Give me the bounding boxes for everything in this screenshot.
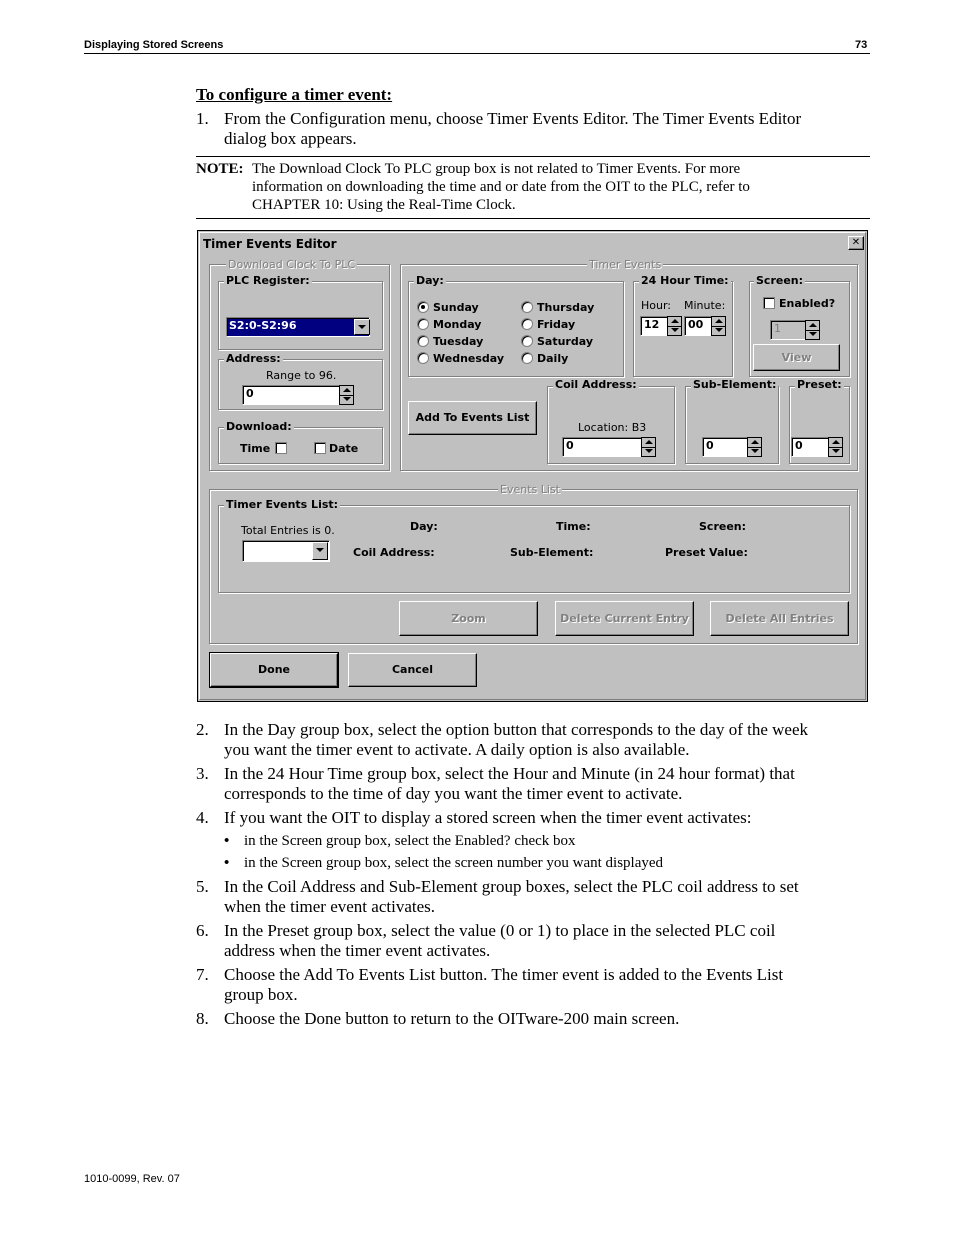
step-line: corresponds to the time of day you want the timer event to activate. <box>224 783 683 803</box>
location-text: Location: B3 <box>578 421 647 434</box>
plc-register-label: PLC Register: <box>226 274 310 287</box>
download-label: Download: <box>226 420 292 433</box>
radio-label: Monday <box>433 318 482 331</box>
step-number: 5. <box>196 877 209 896</box>
chevron-down-icon <box>316 548 324 552</box>
step-3 <box>196 764 876 803</box>
minute-label: Minute: <box>684 299 726 312</box>
step-number: 4. <box>196 808 209 827</box>
bullet-glyph: • <box>224 833 230 849</box>
step-6 <box>196 921 876 960</box>
step-line: when the timer event activates. <box>224 896 435 916</box>
total-entries-text: Total Entries is 0. <box>241 524 335 537</box>
zoom-button[interactable]: Zoom <box>399 601 538 636</box>
spin-down-icon <box>715 328 723 332</box>
spin-down-icon <box>343 397 351 401</box>
day-label: Day: <box>416 274 444 287</box>
hour-spinner[interactable] <box>667 316 682 336</box>
preset-input[interactable]: 0 <box>791 437 829 457</box>
minute-spinner[interactable] <box>711 316 726 336</box>
step-7 <box>196 965 876 1004</box>
view-button[interactable]: View <box>753 344 840 371</box>
radio-friday[interactable] <box>521 318 533 330</box>
preset-spinner[interactable] <box>828 437 843 457</box>
step-number: 2. <box>196 720 209 739</box>
radio-saturday[interactable] <box>521 335 533 347</box>
enabled-label: Enabled? <box>779 297 836 310</box>
screen-number-input[interactable]: 1 <box>770 320 806 340</box>
events-list-group-label: Events List <box>500 483 560 496</box>
date-label: Date <box>329 442 359 455</box>
step-number: 1. <box>196 109 209 128</box>
preset-label: Preset: <box>797 378 842 391</box>
minute-input[interactable]: 00 <box>684 316 712 336</box>
step-line: group box. <box>224 984 298 1004</box>
spin-up-icon <box>645 440 653 444</box>
step-line: Choose the Done button to return to the OITware-200 main screen. <box>224 1009 680 1028</box>
radio-daily[interactable] <box>521 352 533 364</box>
bullet-item <box>224 854 663 872</box>
bullet-glyph: • <box>224 855 230 871</box>
spin-down-icon <box>832 449 840 453</box>
bullet-text: in the Screen group box, select the Enabled? check box <box>244 833 576 849</box>
sub-element-column-label: Sub-Element: <box>510 546 594 559</box>
radio-sunday[interactable] <box>417 301 429 313</box>
step-1 <box>196 109 876 148</box>
header-rule <box>84 53 870 54</box>
step-line: In the Preset group box, select the value (0 or 1) to place in the selected PLC coil <box>224 921 776 940</box>
close-icon: ✕ <box>851 237 861 248</box>
hour-label: Hour: <box>641 299 672 312</box>
radio-label: Saturday <box>537 335 593 348</box>
download-clock-group-label: Download Clock To PLC <box>228 258 356 271</box>
radio-label: Daily <box>537 352 569 365</box>
date-checkbox[interactable] <box>314 442 326 454</box>
sub-element-input[interactable]: 0 <box>702 437 748 457</box>
step-line: you want the timer event to activate. A daily option is also available. <box>224 739 690 759</box>
note-line: information on downloading the time and or date from the OIT to the PLC, refer to <box>252 179 750 195</box>
screen-label: Screen: <box>756 274 804 287</box>
coil-address-label: Coil Address: <box>555 378 637 391</box>
enabled-checkbox[interactable] <box>763 297 775 309</box>
screen-spinner[interactable] <box>805 320 820 340</box>
step-4 <box>196 808 876 828</box>
time-label: Time <box>240 442 271 455</box>
step-line: Choose the Add To Events List button. The timer event is added to the Events List <box>224 965 784 984</box>
sub-element-label: Sub-Element: <box>693 378 777 391</box>
step-number: 6. <box>196 921 209 940</box>
coil-address-spinner[interactable] <box>641 437 656 457</box>
close-button[interactable] <box>848 236 864 250</box>
step-line: In the Coil Address and Sub-Element group boxes, select the PLC coil address to set <box>224 877 799 896</box>
add-to-events-list-button[interactable]: Add To Events List <box>408 401 537 435</box>
spin-down-icon <box>809 332 817 336</box>
radio-thursday[interactable] <box>521 301 533 313</box>
bullet-text: in the Screen group box, select the screen number you want displayed <box>244 855 664 871</box>
spin-up-icon <box>343 388 351 392</box>
step-line: In the Day group box, select the option button that corresponds to the day of the week <box>224 720 808 739</box>
step-number: 7. <box>196 965 209 984</box>
note <box>196 160 872 214</box>
address-label: Address: <box>226 352 281 365</box>
step-line: From the Configuration menu, choose Timer Events Editor. The Timer Events Editor <box>224 109 802 128</box>
step-number: 3. <box>196 764 209 783</box>
step-8 <box>196 1009 876 1029</box>
dialog-title: Timer Events Editor <box>203 237 337 251</box>
spin-up-icon <box>715 319 723 323</box>
running-header-section: Displaying Stored Screens <box>84 39 224 51</box>
spin-up-icon <box>809 323 817 327</box>
hour-input[interactable]: 12 <box>640 316 668 336</box>
time-column-label: Time: <box>556 520 591 533</box>
radio-tuesday[interactable] <box>417 335 429 347</box>
radio-label: Wednesday <box>433 352 505 365</box>
time-checkbox[interactable] <box>275 442 287 454</box>
cancel-button[interactable]: Cancel <box>348 653 477 687</box>
bullet-item <box>224 832 576 850</box>
timer-events-editor-dialog <box>197 230 868 702</box>
done-button[interactable]: Done <box>210 653 338 687</box>
preset-value-column-label: Preset Value: <box>665 546 748 559</box>
spin-down-icon <box>645 449 653 453</box>
step-number: 8. <box>196 1009 209 1028</box>
delete-current-entry-button[interactable]: Delete Current Entry <box>555 601 694 636</box>
address-input[interactable]: 0 <box>242 385 340 405</box>
spin-up-icon <box>832 440 840 444</box>
plc-register-dropdown-arrow[interactable] <box>354 319 370 335</box>
note-line: The Download Clock To PLC group box is not related to Timer Events. For more <box>252 161 741 177</box>
events-list-dropdown-arrow[interactable] <box>312 542 328 560</box>
step-line: dialog box appears. <box>224 128 357 148</box>
radio-label: Friday <box>537 318 576 331</box>
plc-register-group <box>218 281 383 350</box>
note-rule-top <box>196 156 870 157</box>
footer-doc-id: 1010-0099, Rev. 07 <box>84 1173 180 1185</box>
step-line: In the 24 Hour Time group box, select the Hour and Minute (in 24 hour format) that <box>224 764 795 783</box>
step-5 <box>196 877 876 916</box>
spin-down-icon <box>751 449 759 453</box>
note-label: NOTE: <box>196 161 244 177</box>
page-number: 73 <box>855 39 868 51</box>
note-rule-bottom <box>196 218 870 219</box>
radio-label: Sunday <box>433 301 479 314</box>
radio-label: Thursday <box>537 301 595 314</box>
spin-down-icon <box>671 328 679 332</box>
coil-address-column-label: Coil Address: <box>353 546 435 559</box>
step-line: address when the timer event activates. <box>224 940 491 960</box>
coil-address-input[interactable]: 0 <box>562 437 642 457</box>
radio-label: Tuesday <box>433 335 484 348</box>
timer-events-group-label: Timer Events <box>589 258 662 271</box>
step-2 <box>196 720 876 759</box>
chevron-down-icon <box>358 325 366 329</box>
step-line: If you want the OIT to display a stored screen when the timer event activates: <box>224 808 752 827</box>
screen-column-label: Screen: <box>699 520 747 533</box>
delete-all-entries-button[interactable]: Delete All Entries <box>710 601 849 636</box>
spin-up-icon <box>751 440 759 444</box>
day-column-label: Day: <box>410 520 438 533</box>
procedure-heading: To configure a timer event: <box>196 85 393 104</box>
plc-register-select[interactable]: S2:0-S2:96 <box>226 317 370 337</box>
radio-wednesday[interactable] <box>417 352 429 364</box>
hour-time-label: 24 Hour Time: <box>641 274 729 287</box>
sub-element-spinner[interactable] <box>747 437 762 457</box>
timer-events-list-label: Timer Events List: <box>226 498 339 511</box>
radio-monday[interactable] <box>417 318 429 330</box>
address-spinner[interactable] <box>339 385 354 405</box>
note-line: CHAPTER 10: Using the Real-Time Clock. <box>252 197 516 213</box>
spin-up-icon <box>671 319 679 323</box>
range-text: Range to 96. <box>266 369 337 382</box>
